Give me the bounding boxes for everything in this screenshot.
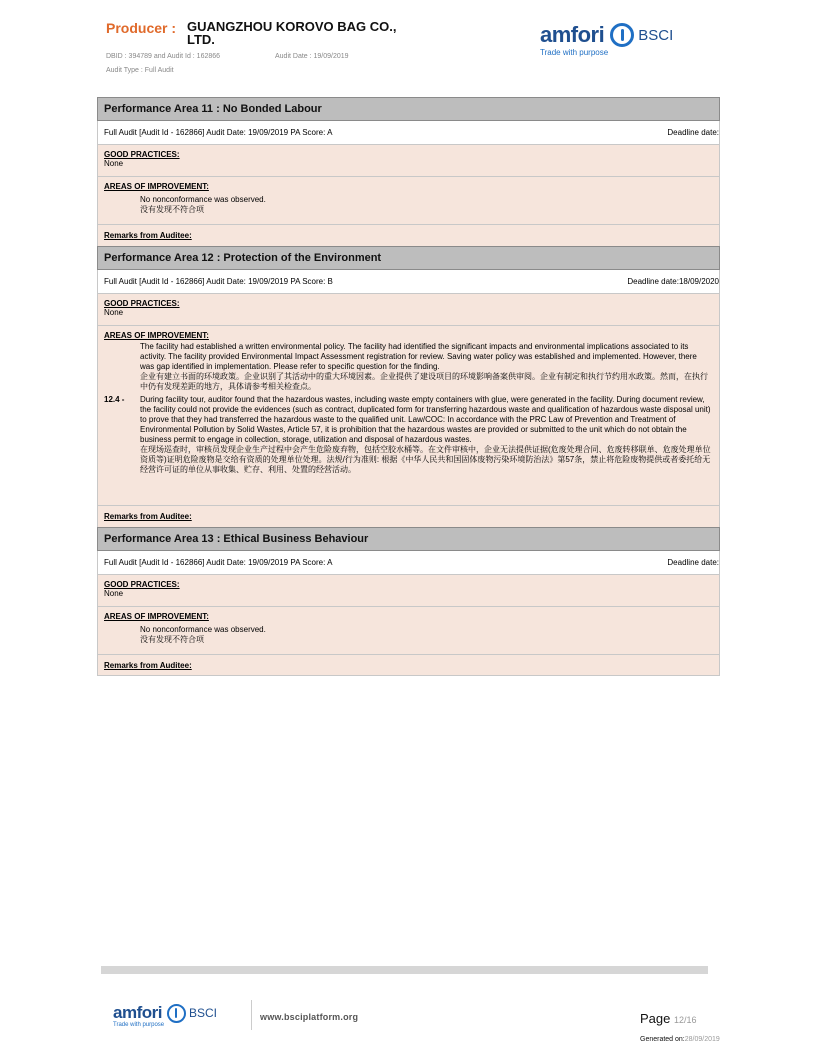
finding-item (104, 395, 713, 475)
page-indicator (640, 1011, 697, 1026)
section-title: Performance Area 13 : Ethical Business Behaviour (97, 527, 720, 551)
audit-line (97, 270, 720, 293)
producer-name: GUANGZHOU KOROVO BAG CO., LTD. (187, 19, 397, 47)
logo-tagline: Trade with purpose (113, 1022, 165, 1028)
performance-area-11 (97, 97, 720, 246)
remarks-title: Remarks from Auditee: (104, 661, 192, 670)
logo-tagline: Trade with purpose (540, 48, 609, 57)
amfori-bsci-logo (540, 22, 674, 57)
good-practices-text: None (104, 589, 124, 598)
improvement-title: AREAS OF IMPROVEMENT: (104, 612, 209, 621)
dbid-text: DBID : 394789 and Audit Id : 162866 (106, 53, 221, 60)
areas-of-improvement (97, 606, 720, 654)
improvement-title: AREAS OF IMPROVEMENT: (104, 331, 209, 340)
performance-area-12 (97, 246, 720, 527)
footer-vertical-divider (251, 1000, 252, 1030)
good-practices-title: GOOD PRACTICES: (104, 299, 180, 308)
generated-label: Generated on: (640, 1036, 685, 1043)
finding-number: 12.4 - (104, 395, 125, 404)
logo-bsci: BSCI (638, 26, 674, 44)
logo-bsci: BSCI (188, 1006, 217, 1020)
deadline-date: Deadline date: (667, 558, 719, 567)
remarks (97, 224, 720, 246)
remarks (97, 505, 720, 527)
audit-info: Full Audit [Audit Id - 162866] Audit Date: 19/09/2019 PA Score: B (104, 277, 333, 286)
improvement-text-cn: 没有发现不符合项 (140, 635, 204, 644)
logo-wordmark: amfori (113, 1003, 162, 1022)
good-practices-text: None (104, 159, 124, 168)
page-number: 12/16 (674, 1015, 697, 1025)
remarks-title: Remarks from Auditee: (104, 231, 192, 240)
audit-line (97, 121, 720, 144)
good-practices-title: GOOD PRACTICES: (104, 150, 180, 159)
improvement-text: The facility had established a written environmental policy. The facility had identified the significant impacts and environmental implications associated to its activity. The facility provided Environmental Impact Assessment registration for review. Saving water policy was established and implemented. However, there was gap identified in implementation. Please refer to specific question for the finding. (140, 342, 697, 371)
generated-on (640, 1036, 720, 1043)
audit-info: Full Audit [Audit Id - 162866] Audit Date: 19/09/2019 PA Score: A (104, 128, 333, 137)
good-practices (97, 293, 720, 325)
improvement-text-cn: 企业有建立书面的环境政策。企业识别了其活动中的重大环境因素。企业提供了建设项目的环境影响备案供审阅。企业有制定和执行节约用水政策。然而，在执行中仍有发现差距的地方，具体请参考相关检查点。 (140, 372, 708, 391)
areas-of-improvement (97, 176, 720, 224)
page-header (0, 0, 816, 90)
finding-text-cn: 在现场巡查时，审核员发现企业生产过程中会产生危险废弃物，包括空胶水桶等。在文件审核中，企业无法提供证据(危废处理合同、危废转移联单、危废处理单位资质等)证明危险废物是交给有资质的处理单位处理。法规/行为准则: 根据《中华人民共和国固体废物污染环境防治法》第57条，禁止将危险废物提供或者委托给无经营许可证的单位从事收集、贮存、利用、处置的经营活动。 (140, 445, 711, 474)
performance-area-13 (97, 527, 720, 676)
good-practices (97, 574, 720, 606)
remarks-title: Remarks from Auditee: (104, 512, 192, 521)
audit-line (97, 551, 720, 574)
improvement-text-cn: 没有发现不符合项 (140, 205, 204, 214)
generated-date: 28/09/2019 (684, 1036, 720, 1043)
improvement-title: AREAS OF IMPROVEMENT: (104, 182, 209, 191)
page-label: Page (640, 1011, 671, 1026)
finding-text: During facility tour, auditor found that the hazardous wastes, including waste empty containers with glue, were generated in the facility. During document review, the facility could not provide the evidences (such as contract, duplicated form for transferring hazardous waste and qualification of hazardous waste disposal unit) to prove that they had transferred the hazardous waste to the qualified unit. Law/COC: In accordance with the PRC Law of Prevention and Treatment of Environmental Pollution by Solid Wastes, Article 57, it is prohibition that the hazardous wastes are provided or submitted to the unit which do not obtain the business permit to engage in collection, storage, utilization and disposal of hazardous wastes. (140, 395, 711, 444)
good-practices-text: None (104, 308, 124, 317)
remarks (97, 654, 720, 676)
platform-url: www.bsciplatform.org (260, 1012, 359, 1022)
improvement-text: No nonconformance was observed. (140, 625, 266, 634)
deadline-date: Deadline date: (667, 128, 719, 137)
deadline-date: Deadline date:18/09/2020 (627, 277, 719, 286)
good-practices-title: GOOD PRACTICES: (104, 580, 180, 589)
good-practices (97, 144, 720, 176)
section-title: Performance Area 11 : No Bonded Labour (97, 97, 720, 121)
audit-date-text: Audit Date : 19/09/2019 (275, 53, 349, 60)
logo-wordmark: amfori (540, 22, 605, 47)
producer-label: Producer : (106, 20, 177, 36)
audit-info: Full Audit [Audit Id - 162866] Audit Date: 19/09/2019 PA Score: A (104, 558, 333, 567)
audit-type-text: Audit Type : Full Audit (106, 67, 174, 74)
amfori-ring-icon (610, 23, 634, 47)
improvement-text: No nonconformance was observed. (140, 195, 266, 204)
footer-divider-bar (101, 966, 708, 974)
section-title: Performance Area 12 : Protection of the Environment (97, 246, 720, 270)
finding-body (140, 395, 713, 475)
amfori-ring-icon (167, 1004, 186, 1023)
performance-areas (97, 97, 720, 676)
areas-of-improvement (97, 325, 720, 505)
footer-amfori-bsci-logo (113, 1003, 217, 1028)
